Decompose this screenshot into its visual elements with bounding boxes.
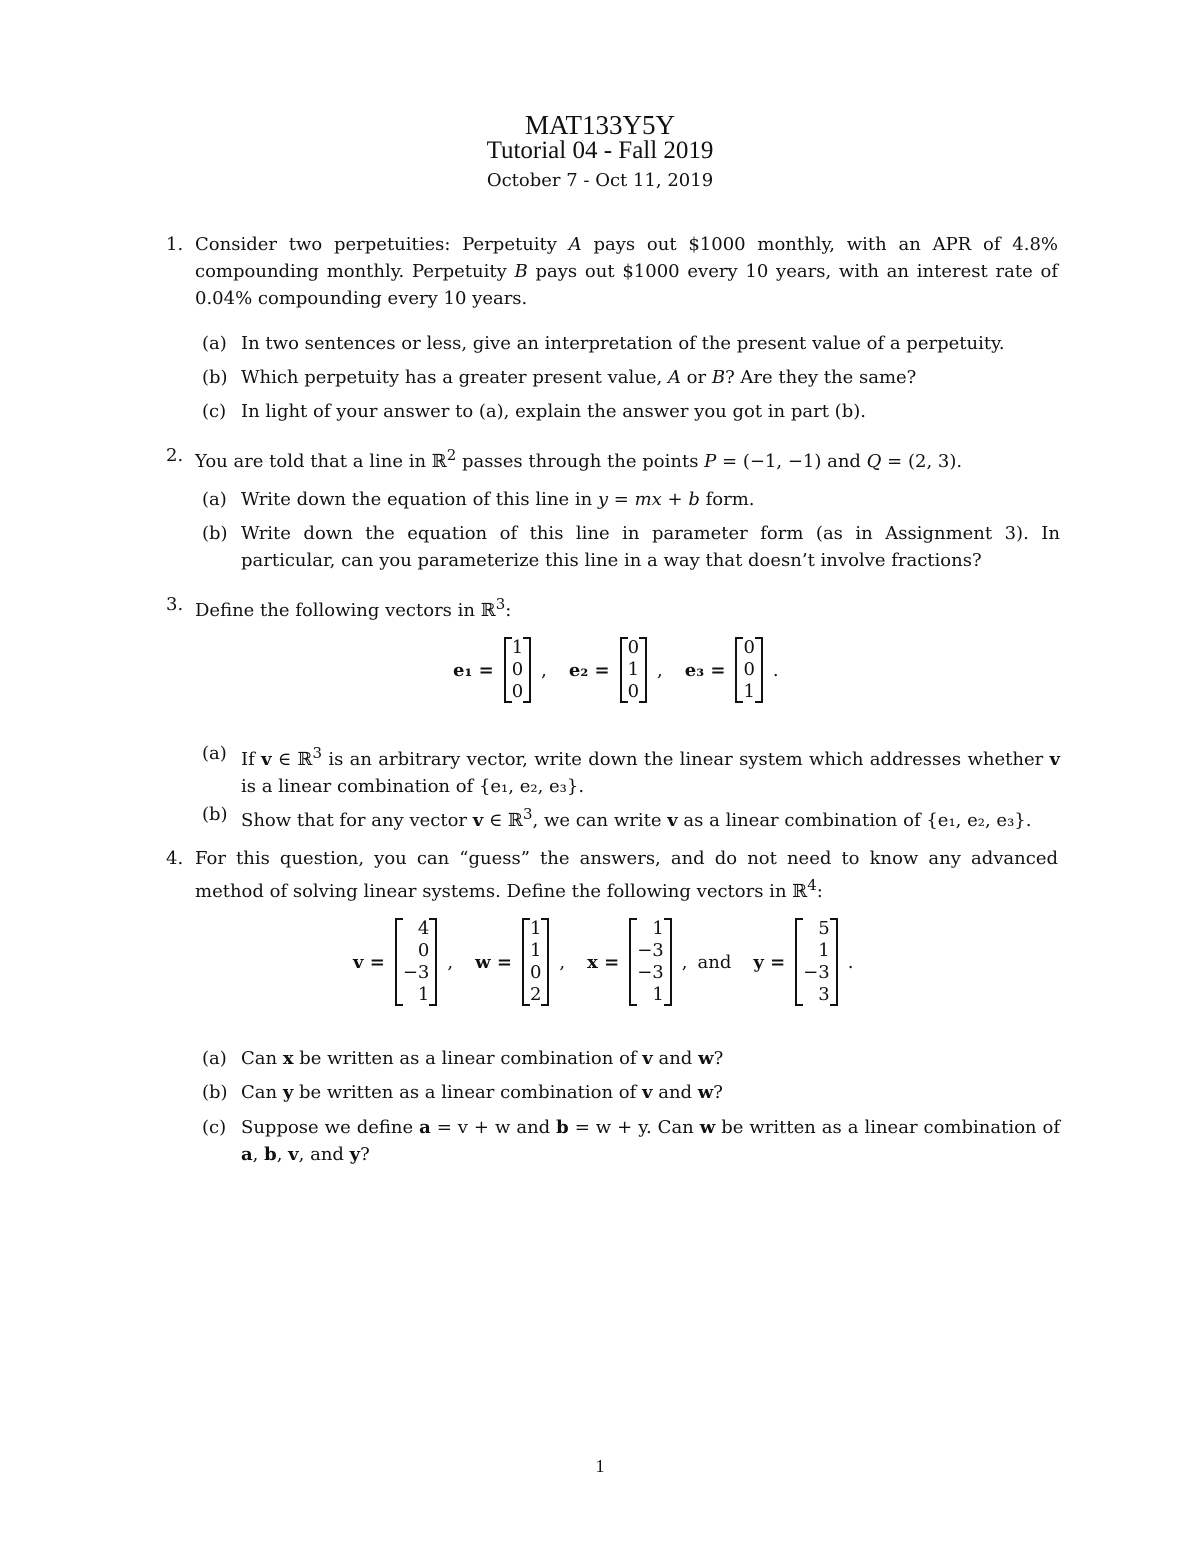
text-run: is an arbitrary vector, write down the linear system which addresses whether (322, 749, 1050, 770)
separator: , (447, 951, 454, 973)
matrix-entry: 4 (417, 918, 430, 939)
subpart-text (241, 1079, 1060, 1106)
question-4a (202, 1045, 1060, 1072)
vector-v: v (642, 1048, 653, 1069)
question-3b (202, 801, 1060, 834)
question-number: 1. (166, 234, 184, 255)
exponent: 2 (446, 446, 457, 464)
matrix-entry: 1 (743, 681, 755, 702)
v-label: v = (353, 951, 385, 973)
exponent: 3 (312, 744, 323, 762)
subpart-label: (c) (202, 1117, 227, 1138)
vector-v: v (667, 810, 678, 831)
y-label: y = (753, 951, 786, 973)
text-run: Which perpetuity has a greater present value, (241, 367, 668, 388)
vector-a: a (241, 1144, 253, 1165)
subpart-label: (a) (202, 333, 227, 354)
e2-label: e₂ = (568, 659, 610, 681)
text-run: , and (298, 1144, 350, 1165)
text-run: , (252, 1144, 265, 1165)
point-p: P (704, 451, 717, 472)
text-run: , we can write (532, 810, 668, 831)
vector-v: v (642, 1082, 653, 1103)
separator: . (772, 659, 779, 681)
vectors-display (353, 918, 875, 1006)
real-symbol: ℝ (480, 600, 496, 621)
e1-label: e₁ = (453, 659, 494, 681)
line-equation: y = mx + b (597, 489, 700, 510)
text-run: ∈ ℝ (483, 810, 523, 831)
subpart-text: In light of your answer to (a), explain the answer you got in part (b). (241, 401, 866, 422)
subpart-text (241, 740, 1060, 800)
question-1c (202, 398, 1060, 425)
text-run: Write down the equation of this line in (241, 489, 598, 510)
question-number: 2. (166, 445, 184, 466)
question-1a (202, 330, 1060, 357)
real-symbol: ℝ (431, 451, 447, 472)
tutorial-title: Tutorial 04 - Fall 2019 (486, 137, 714, 164)
subpart-label: (a) (202, 1048, 227, 1069)
separator: , (541, 659, 547, 681)
e1-matrix (504, 637, 531, 703)
text-run: Show that for any vector (241, 810, 473, 831)
text-run: = (2, 3). (881, 451, 963, 472)
perpetuity-b: B (711, 367, 726, 388)
w-label: w = (475, 951, 512, 973)
question-text (195, 442, 1058, 475)
separator: , (559, 951, 566, 973)
text-run: ? (713, 1048, 724, 1069)
question-text (195, 845, 1058, 905)
text-run: pays out $1000 every 10 years, with an interest rate of 0.04% compounding every 10 years. (195, 261, 1058, 309)
exponent: 4 (807, 876, 817, 894)
subpart-text (241, 801, 1060, 834)
vector-b: b (264, 1144, 277, 1165)
date-range: October 7 - Oct 11, 2019 (486, 170, 714, 191)
subpart-label: (b) (202, 367, 228, 388)
basis-vectors-display (453, 637, 801, 703)
matrix-entry: 0 (511, 659, 524, 680)
text-run: : (505, 600, 512, 621)
matrix-entry: 0 (511, 681, 524, 702)
vector-v: v (1049, 749, 1060, 770)
subpart-text: Write down the equation of this line in parameter form (as in Assignment 3). In particular, can you parameterize this line in a way that doesn’t involve fractions? (241, 523, 1060, 571)
matrix-entry: 1 (529, 918, 542, 939)
matrix-entry: 3 (818, 984, 830, 1005)
text-run: be written as a linear combination of (293, 1082, 643, 1103)
e3-matrix (735, 637, 762, 703)
text-run: : (816, 881, 823, 902)
text-run: Can (241, 1048, 283, 1069)
subpart-label: (a) (202, 743, 227, 764)
vector-w: w (698, 1048, 714, 1069)
vector-y: y (282, 1082, 294, 1103)
text-run: If (241, 749, 262, 770)
y-matrix (795, 918, 838, 1006)
vector-w: w (699, 1117, 716, 1138)
vector-w: w (697, 1082, 714, 1103)
and-word: and (697, 951, 732, 973)
question-2a (202, 486, 1060, 513)
question-3 (166, 591, 1058, 624)
exponent: 3 (495, 595, 506, 613)
e3-label: e₃ = (684, 659, 726, 681)
subpart-text (241, 1045, 1060, 1072)
subpart-label: (a) (202, 489, 227, 510)
question-3a (202, 740, 1060, 800)
x-matrix (629, 918, 672, 1006)
matrix-entry: −3 (402, 962, 430, 983)
question-1 (166, 231, 1058, 312)
vector-b: b (556, 1117, 569, 1138)
w-matrix (522, 918, 549, 1006)
subpart-label: (c) (202, 401, 227, 422)
matrix-entry: 0 (627, 637, 640, 658)
vector-v: v (472, 810, 484, 831)
subpart-text: In two sentences or less, give an interpretation of the present value of a perpetuity. (241, 333, 1005, 354)
matrix-entry: 5 (818, 918, 830, 939)
text-run: is a linear combination of {e₁, e₂, e₃}. (241, 776, 585, 797)
text-run: or (680, 367, 712, 388)
text-run: You are told that a line in (195, 451, 432, 472)
text-run: Consider two perpetuities: Perpetuity (195, 234, 569, 255)
subpart-label: (b) (202, 1082, 228, 1103)
matrix-entry: 0 (743, 637, 755, 658)
question-number: 4. (166, 848, 184, 869)
separator: , (681, 951, 688, 973)
subpart-text (241, 364, 1060, 391)
matrix-entry: 0 (743, 659, 755, 680)
text-run: ? (360, 1144, 370, 1165)
text-run: = v + w and (430, 1117, 557, 1138)
e2-matrix (620, 637, 647, 703)
v-matrix (395, 918, 438, 1006)
text-run: passes through the points (456, 451, 705, 472)
text-run: For this question, you can “guess” the answers, and do not need to know any advanced method of solving linear systems. Define the following vectors in (195, 848, 1058, 902)
text-run: be written as a linear combination of (293, 1048, 643, 1069)
question-4b (202, 1079, 1060, 1106)
question-number: 3. (166, 594, 184, 615)
vector-v: v (261, 749, 272, 770)
subpart-label: (b) (202, 804, 228, 825)
question-1b (202, 364, 1060, 391)
matrix-entry: 1 (529, 940, 542, 961)
point-q: Q (866, 451, 882, 472)
real-symbol: ℝ (792, 881, 808, 902)
matrix-entry: 0 (417, 940, 430, 961)
text-run: ? (713, 1082, 723, 1103)
vector-x: x (282, 1048, 294, 1069)
exponent: 3 (522, 805, 533, 823)
subpart-label: (b) (202, 523, 228, 544)
matrix-entry: 1 (627, 659, 640, 680)
text-run: form. (699, 489, 755, 510)
question-4 (166, 845, 1058, 905)
text-run: Define the following vectors in (195, 600, 481, 621)
separator: , (657, 659, 663, 681)
question-text (195, 231, 1058, 312)
text-run: = w + y. Can (568, 1117, 700, 1138)
matrix-entry: −3 (803, 962, 830, 983)
vector-a: a (419, 1117, 431, 1138)
separator: . (847, 951, 854, 973)
matrix-entry: 2 (529, 984, 542, 1005)
text-run: , (276, 1144, 289, 1165)
vector-v: v (288, 1144, 299, 1165)
vector-y: y (349, 1144, 361, 1165)
subpart-text (241, 486, 1060, 513)
text-run: ? Are they the same? (725, 367, 917, 388)
question-text (195, 591, 1058, 624)
matrix-entry: 1 (417, 984, 430, 1005)
text-run: Can (241, 1082, 283, 1103)
matrix-entry: 0 (627, 681, 640, 702)
perpetuity-a: A (568, 234, 582, 255)
question-2b (202, 520, 1060, 574)
question-2 (166, 442, 1058, 475)
matrix-entry: 1 (818, 940, 830, 961)
matrix-entry: −3 (637, 940, 664, 961)
matrix-entry: −3 (637, 962, 664, 983)
question-4c (202, 1114, 1060, 1168)
course-title: MAT133Y5Y (524, 110, 675, 140)
matrix-entry: 1 (652, 918, 664, 939)
text-run: be written as a linear combination of (715, 1117, 1060, 1138)
perpetuity-b: B (514, 261, 528, 282)
perpetuity-a: A (667, 367, 681, 388)
subpart-text (241, 1114, 1060, 1168)
text-run: and (652, 1082, 698, 1103)
matrix-entry: 0 (529, 962, 542, 983)
x-label: x = (587, 951, 620, 973)
text-run: as a linear combination of {e₁, e₂, e₃}. (677, 810, 1032, 831)
text-run: ∈ ℝ (271, 749, 313, 770)
text-run: and (652, 1048, 699, 1069)
matrix-entry: 1 (511, 637, 524, 658)
matrix-entry: 1 (652, 984, 664, 1005)
text-run: = (−1, −1) and (716, 451, 867, 472)
text-run: Suppose we define (241, 1117, 420, 1138)
page-number: 1 (595, 1456, 605, 1476)
text-run: pays out $1000 monthly, with an APR of 4.8% compounding monthly. Perpetuity (195, 234, 1059, 282)
